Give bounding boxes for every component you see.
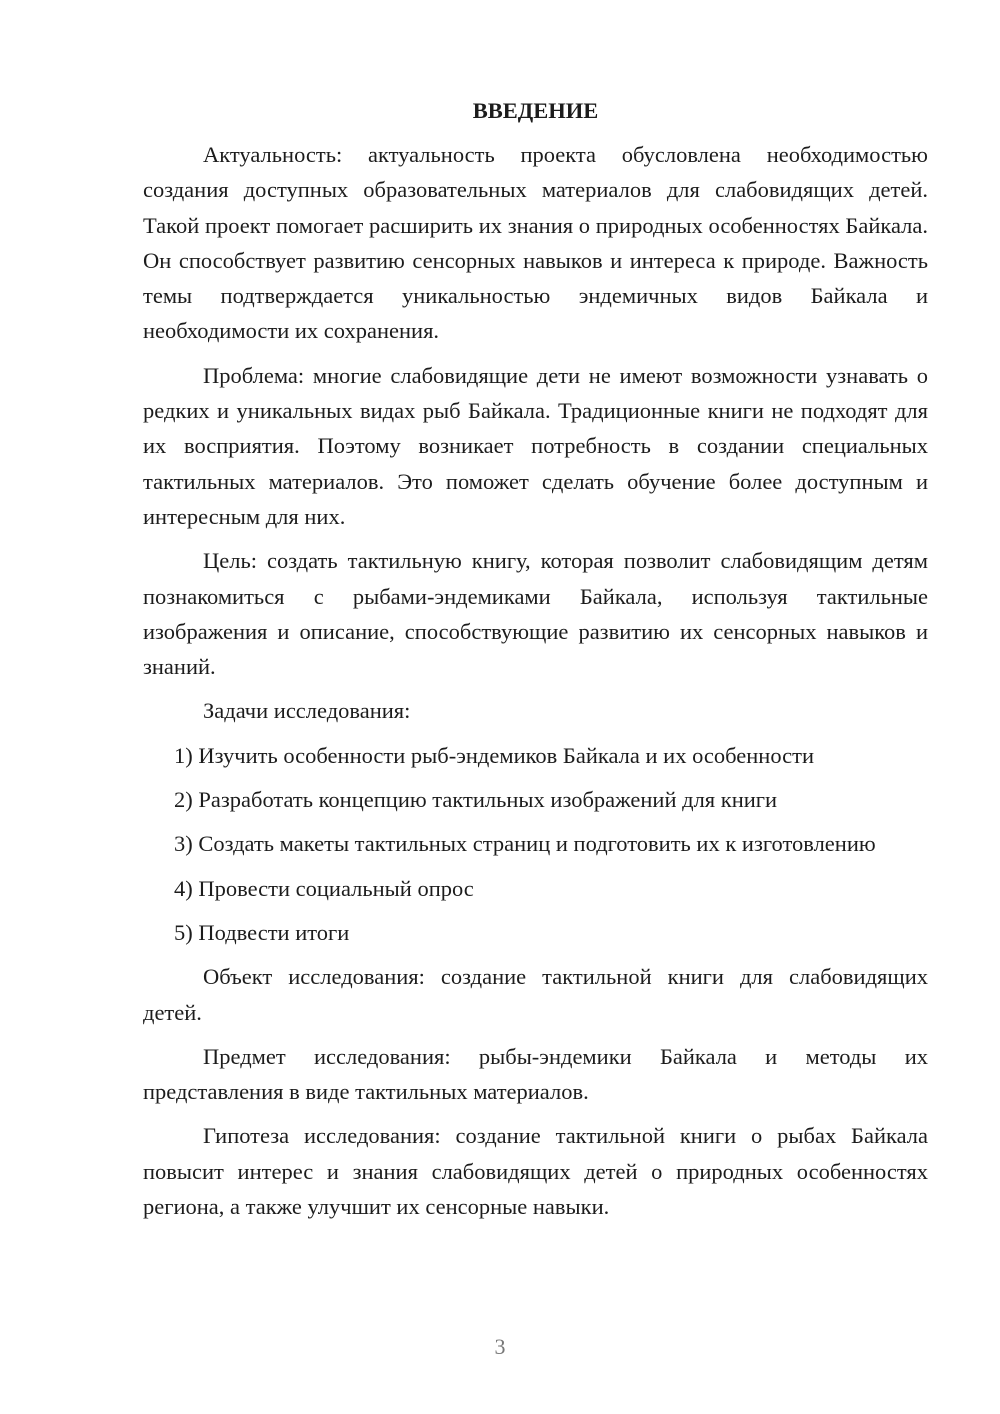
- section-heading: ВВЕДЕНИЕ: [472, 98, 599, 123]
- task-item-1: 1) Изучить особенности рыб-эндемиков Байкала и их особенности: [174, 742, 815, 768]
- page-number: 3: [494, 1334, 506, 1359]
- page-content: [143, 93, 928, 1233]
- paragraph-actuality: Актуальность: актуальность проекта обусловлена необходимостью создания доступных образовательных материалов для слабовидящих детей. Такой проект помогает расширить их знания о природных особенностях Байкала. Он способствует развитию сенсорных навыков и интереса к природе. Важность темы подтверждается уникальностью эндемичных видов Байкала и необходимости их сохранения.: [143, 142, 928, 344]
- task-item-3: 3) Создать макеты тактильных страниц и подготовить их к изготовлению: [174, 831, 876, 857]
- paragraph-hypothesis: Гипотеза исследования: создание тактильной книги о рыбах Байкала повысит интерес и знания слабовидящих детей о природных особенностях региона, а также улучшит их сенсорные навыки.: [143, 1123, 928, 1220]
- paragraph-object: Объект исследования: создание тактильной книги для слабовидящих детей.: [143, 964, 928, 1025]
- task-item-5: 5) Подвести итоги: [174, 919, 350, 945]
- paragraph-subject: Предмет исследования: рыбы-эндемики Байкала и методы их представления в виде тактильных материалов.: [143, 1043, 928, 1105]
- tasks-title: Задачи исследования:: [203, 698, 411, 724]
- task-item-2: 2) Разработать концепцию тактильных изображений для книги: [174, 787, 778, 813]
- task-item-4: 4) Провести социальный опрос: [174, 875, 474, 901]
- paragraph-goal: Цель: создать тактильную книгу, которая позволит слабовидящим детям познакомиться с рыбами-эндемиками Байкала, используя тактильные изображения и описание, способствующие развитию их сенсорных навыков и знаний.: [143, 548, 928, 680]
- paragraph-problem: Проблема: многие слабовидящие дети не имеют возможности узнавать о редких и уникальных видах рыб Байкала. Традиционные книги не подходят для их восприятия. Поэтому возникает потребность в создании специальных тактильных материалов. Это поможет сделать обучение более доступным и интересным для них.: [143, 362, 928, 529]
